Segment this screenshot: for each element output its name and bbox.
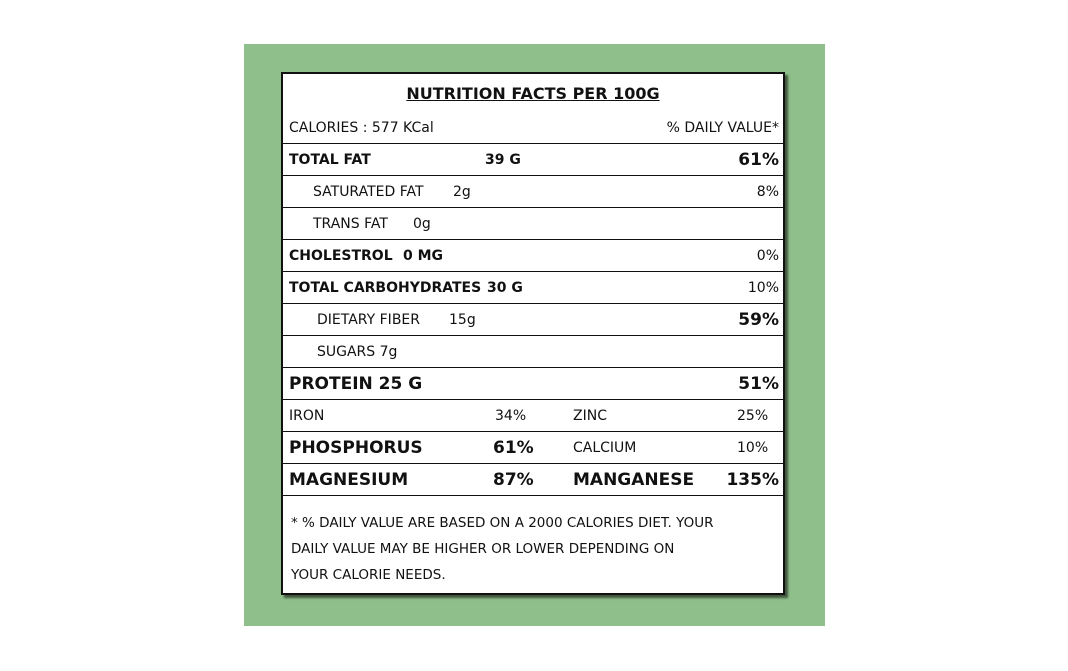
total-fat-row (283, 144, 783, 176)
footnote (291, 510, 779, 588)
calcium-percent: 10% (737, 439, 769, 456)
iron-label: IRON (289, 407, 325, 424)
dietary-fiber-label: DIETARY FIBER (317, 311, 420, 328)
zinc-percent: 25% (737, 407, 769, 424)
dietary-fiber-amount: 15g (449, 311, 476, 328)
cholesterol-row (283, 240, 783, 272)
sugars-row (283, 336, 783, 368)
magnesium-manganese-row (283, 464, 783, 496)
total-carbs-row (283, 272, 783, 304)
label-title: NUTRITION FACTS PER 100G (406, 84, 660, 103)
protein-percent: 51% (738, 373, 779, 394)
sugars-label: SUGARS 7g (317, 343, 398, 360)
magnesium-label: MAGNESIUM (289, 469, 409, 490)
dietary-fiber-percent: 59% (738, 309, 779, 330)
calories-text: CALORIES : 577 KCal (289, 119, 434, 136)
total-fat-percent: 61% (738, 149, 779, 170)
saturated-fat-amount: 2g (453, 183, 471, 200)
footnote-line-3: YOUR CALORIE NEEDS. (291, 567, 446, 583)
total-fat-label: TOTAL FAT (289, 151, 371, 168)
saturated-fat-percent: 8% (756, 183, 779, 200)
phosphorus-percent: 61% (493, 437, 534, 458)
manganese-label: MANGANESE (573, 469, 695, 490)
zinc-label: ZINC (573, 407, 607, 424)
manganese-percent: 135% (726, 469, 779, 490)
nutrition-label (281, 72, 785, 595)
iron-zinc-row (283, 400, 783, 432)
magnesium-percent: 87% (493, 469, 534, 490)
trans-fat-label: TRANS FAT (313, 215, 388, 232)
calories-row (283, 112, 783, 144)
total-fat-amount: 39 G (485, 151, 521, 168)
protein-row (283, 368, 783, 400)
footnote-line-2: DAILY VALUE MAY BE HIGHER OR LOWER DEPENDING ON (291, 541, 675, 557)
saturated-fat-row (283, 176, 783, 208)
total-carbs-percent: 10% (747, 279, 779, 296)
cholesterol-amount: 0 MG (403, 247, 444, 264)
trans-fat-amount: 0g (413, 215, 431, 232)
cholesterol-percent: 0% (756, 247, 779, 264)
total-carbs-label: TOTAL CARBOHYDRATES (289, 279, 482, 296)
total-carbs-amount: 30 G (487, 279, 523, 296)
dietary-fiber-row (283, 304, 783, 336)
protein-label: PROTEIN 25 G (289, 373, 423, 394)
footnote-line-1: * % DAILY VALUE ARE BASED ON A 2000 CALORIES DIET. YOUR (291, 515, 714, 531)
trans-fat-row (283, 208, 783, 240)
calcium-label: CALCIUM (573, 439, 637, 456)
daily-value-header: % DAILY VALUE* (666, 119, 779, 136)
iron-percent: 34% (495, 407, 527, 424)
phosphorus-calcium-row (283, 432, 783, 464)
cholesterol-label: CHOLESTROL (289, 247, 393, 264)
phosphorus-label: PHOSPHORUS (289, 437, 423, 458)
saturated-fat-label: SATURATED FAT (313, 183, 424, 200)
